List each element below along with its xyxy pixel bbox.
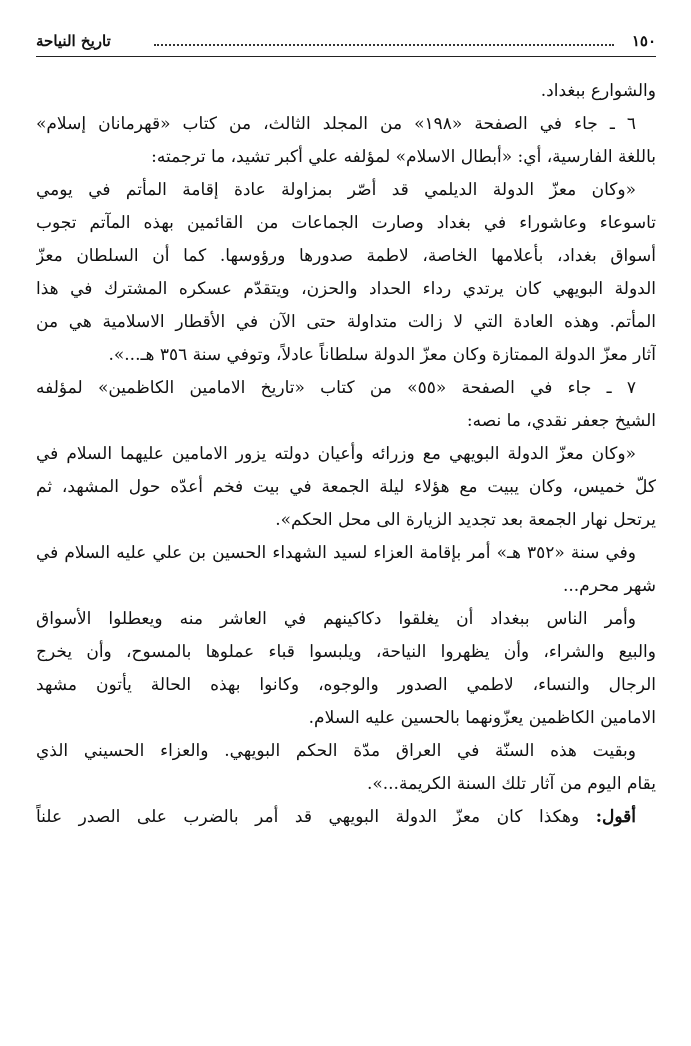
text-line — [36, 471, 656, 504]
text-line — [36, 240, 656, 273]
text-line — [36, 801, 656, 834]
dot-leader — [154, 44, 614, 46]
line-text: يرتحل نهار الجمعة بعد تجديد الزيارة الى محل الحكم». — [275, 510, 656, 530]
text-line — [36, 570, 656, 603]
line-text: والبيع والشراء، وأن يظهروا النياحة، ويلبسوا قباء عملوها بالمسوح، وأن يخرج — [36, 642, 656, 662]
body-text — [36, 75, 656, 834]
line-text: وأمر الناس ببغداد أن يغلقوا دكاكينهم في العاشر منه ويعطلوا الأسواق — [36, 609, 636, 629]
line-text: شهر محرم... — [562, 576, 656, 596]
text-line — [36, 75, 656, 108]
text-line — [36, 141, 656, 174]
running-header — [36, 26, 656, 56]
line-text: «وكان معزّ الدولة البويهي مع وزرائه وأعيان دولته يزور الامامين عليهما السلام في — [36, 444, 636, 464]
text-line — [36, 405, 656, 438]
text-line — [36, 636, 656, 669]
text-line — [36, 603, 656, 636]
text-line — [36, 537, 656, 570]
text-line — [36, 438, 656, 471]
line-text: «وكان معزّ الدولة الديلمي قد أصّر بمزاولة عادة إقامة المأتم في يومي — [36, 180, 636, 200]
line-text: تاسوعاء وعاشوراء في بغداد وصارت الجماعات من القائمين بهذه المآتم تجوب — [36, 213, 656, 233]
line-text: وهكذا كان معزّ الدولة البويهي قد أمر بالضرب على الصدر علناً — [36, 807, 596, 827]
line-text: آثار معزّ الدولة الممتازة وكان معزّ الدولة سلطاناً عادلاً، وتوفي سنة ٣٥٦ هـ...». — [108, 345, 656, 365]
text-line — [36, 207, 656, 240]
line-text: الامامين الكاظمين يعزّونهما بالحسين عليه السلام. — [308, 708, 656, 728]
book-page — [36, 26, 656, 834]
text-line — [36, 339, 656, 372]
text-line — [36, 273, 656, 306]
text-line — [36, 702, 656, 735]
text-line — [36, 372, 656, 405]
text-line — [36, 735, 656, 768]
text-line — [36, 504, 656, 537]
line-text: وبقيت هذه السنّة في العراق مدّة الحكم البويهي. والعزاء الحسيني الذي — [36, 741, 636, 761]
line-text: الشيخ جعفر نقدي، ما نصه: — [466, 411, 656, 431]
lead-word: أقول: — [595, 807, 636, 827]
line-text: الدولة البويهي كان يرتدي رداء الحداد والحزن، ويتقدّم عسكره المشترك في هذا — [36, 279, 656, 299]
line-text: ٧ ـ جاء في الصفحة «٥٥» من كتاب «تاريخ الامامين الكاظمين» لمؤلفه — [36, 378, 636, 398]
text-line — [36, 174, 656, 207]
line-text: ٦ ـ جاء في الصفحة «١٩٨» من المجلد الثالث، من كتاب «قهرمانان إسلام» — [36, 114, 636, 134]
line-text: يقام اليوم من آثار تلك السنة الكريمة...». — [366, 774, 656, 794]
header-rule — [36, 56, 656, 57]
text-line — [36, 669, 656, 702]
line-text: والشوارع ببغداد. — [540, 81, 656, 101]
line-text: باللغة الفارسية، أي: «أبطال الاسلام» لمؤلفه علي أكبر تشيد، ما ترجمته: — [151, 147, 656, 167]
text-line — [36, 768, 656, 801]
line-text: كلّ خميس، وكان يبيت مع هؤلاء ليلة الجمعة في بيت فخم أعدّه حول المشهد، ثم — [36, 477, 656, 497]
line-text: الرجال والنساء، لاطمي الصدور والوجوه، وكانوا بهذه الحالة يأتون مشهد — [36, 675, 656, 695]
page-number: ١٥٠ — [631, 32, 656, 50]
line-text: المأتم. وهذه العادة التي لا زالت متداولة حتى الآن في الأقطار الاسلامية هي من — [36, 312, 656, 332]
line-text: وفي سنة «٣٥٢ هـ» أمر بإقامة العزاء لسيد الشهداء الحسين بن علي عليه السلام في — [36, 543, 636, 563]
line-text: أسواق بغداد، بأعلامها الخاصة، لاطمة صدورها ورؤوسها. كما أن السلطان معزّ — [36, 246, 656, 266]
text-line — [36, 108, 656, 141]
text-line — [36, 306, 656, 339]
running-title: تاريخ النياحة — [36, 32, 111, 50]
